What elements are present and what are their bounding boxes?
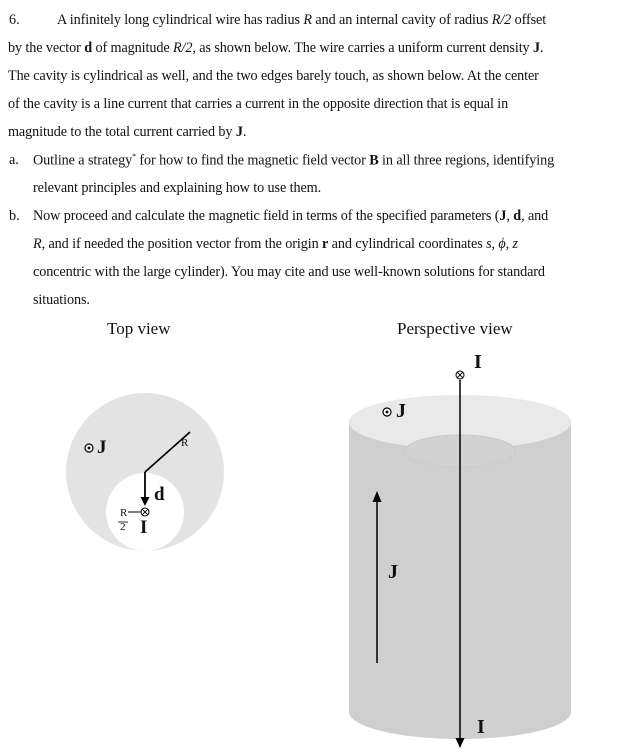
perspective-label-I-bottom: I — [477, 716, 485, 738]
problem-number: 6. — [9, 12, 20, 28]
problem-line-5: magnitude to the total current carried by J. — [8, 124, 247, 140]
part-a-line-1: Outline a strategy* for how to find the magnetic field vector B in all three regions, identifying — [33, 152, 555, 169]
current-cross-symbol-top — [456, 371, 464, 379]
part-b-label: b. — [9, 208, 20, 224]
part-a-label: a. — [9, 152, 19, 168]
top-view-caption: Top view — [107, 319, 171, 338]
top-view-label-J: J — [97, 437, 107, 458]
part-b-line-1: Now proceed and calculate the magnetic field in terms of the specified parameters (J, d, and — [33, 208, 549, 224]
problem-line-1: A infinitely long cylindrical wire has radius R and an internal cavity of radius R/2 offset — [57, 12, 547, 28]
perspective-view-caption: Perspective view — [397, 319, 513, 338]
part-a-line-2: relevant principles and explaining how to use them. — [33, 180, 322, 196]
j-out-of-page-dot-symbol — [85, 444, 93, 452]
perspective-diagram — [349, 371, 571, 748]
part-b-line-3: concentric with the large cylinder). You may cite and use well-known solutions for standard — [33, 264, 545, 280]
line-current-cross-symbol — [141, 508, 149, 516]
perspective-label-J-side: J — [388, 561, 398, 583]
fraction-denominator-2: 2 — [120, 521, 126, 533]
problem-line-2: by the vector d of magnitude R/2, as shown below. The wire carries a uniform current density J. — [8, 40, 544, 56]
fraction-numerator-R: R — [120, 507, 128, 519]
top-view-label-d: d — [154, 484, 165, 505]
perspective-label-J-top: J — [396, 400, 406, 422]
current-arrowhead-bottom — [456, 738, 465, 748]
part-b-line-4: situations. — [33, 292, 90, 308]
top-view-label-R: R — [181, 437, 189, 449]
problem-line-4: of the cavity is a line current that carries a current in the opposite direction that is equal in — [8, 96, 509, 112]
problem-line-3: The cavity is cylindrical as well, and the two edges barely touch, as shown below. At the center — [8, 68, 539, 84]
top-view-label-I: I — [140, 517, 148, 538]
part-b-line-2: R, and if needed the position vector from the origin r and cylindrical coordinates s, ϕ, z — [33, 236, 518, 252]
j-dot-symbol-top — [383, 408, 391, 416]
perspective-label-I-top: I — [474, 351, 482, 373]
